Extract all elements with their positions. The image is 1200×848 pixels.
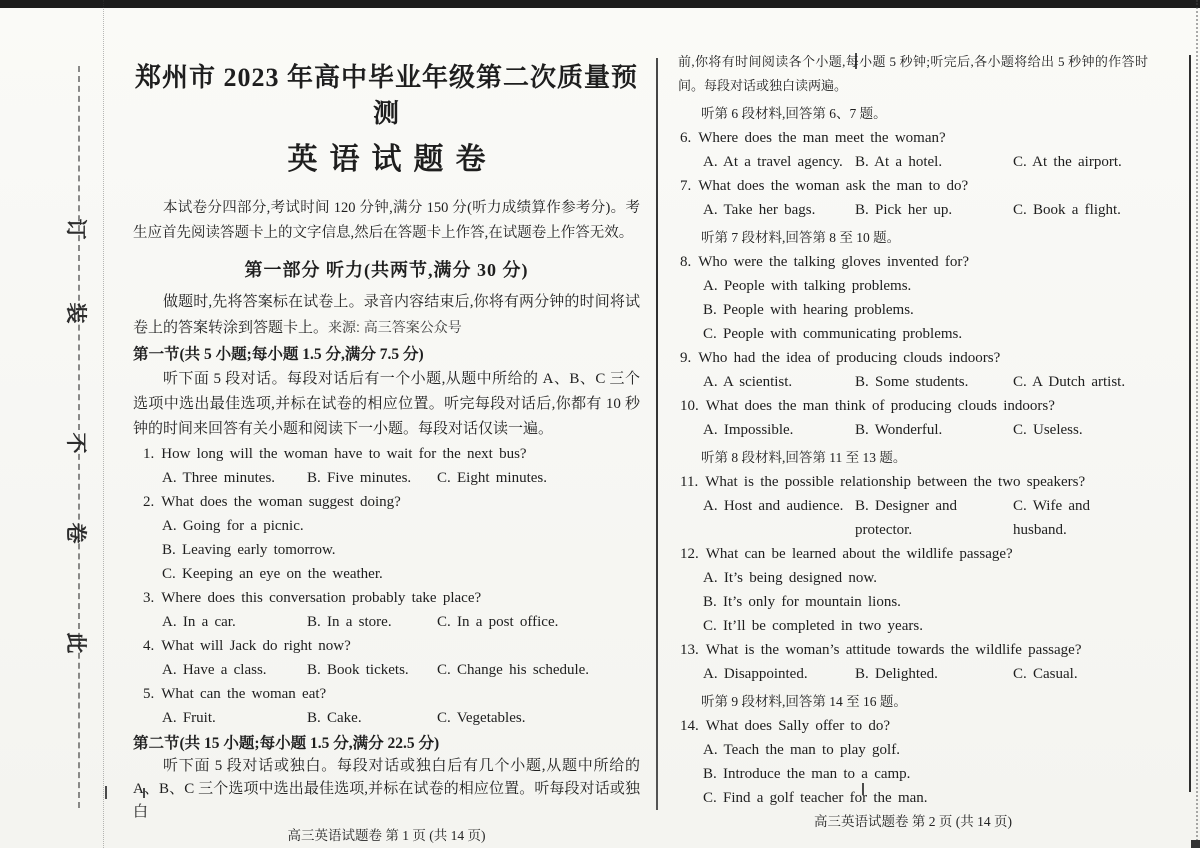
question-text: What is the woman’s attitude towards the wildlife passage?	[705, 642, 1082, 658]
option-a: A. Take her bags.	[703, 202, 816, 218]
option-c: C. Keeping an eye on the weather.	[162, 566, 383, 582]
option-a: A. Have a class.	[162, 662, 267, 678]
exam-page-2	[678, 0, 1148, 831]
question-item	[678, 346, 1148, 394]
question-text: Where does the man meet the woman?	[698, 130, 946, 146]
page-edge-dotted-line	[103, 0, 104, 848]
question-line	[678, 250, 1148, 274]
option-c: C. A Dutch artist.	[1013, 374, 1126, 390]
binding-char: 卷	[64, 522, 88, 544]
option-b: B. Delighted.	[855, 666, 938, 682]
option-row	[678, 494, 1148, 542]
option-a: A. Disappointed.	[703, 666, 808, 682]
option-a: A. Host and audience.	[703, 498, 844, 514]
part1-header: 第一部分 听力(共两节,满分 30 分)	[244, 260, 529, 280]
question-line	[678, 174, 1148, 198]
option-a: A. Impossible.	[703, 422, 794, 438]
paper-subtitle: 英语试题卷	[287, 143, 498, 176]
option-stack	[678, 274, 1148, 346]
page-right-edge-line	[1189, 55, 1191, 792]
question-line	[678, 126, 1148, 150]
question-item	[133, 634, 640, 682]
question-line	[678, 542, 1148, 566]
option-row	[133, 706, 640, 730]
question-text: Who were the talking gloves invented for?	[698, 254, 969, 270]
option-b: B. People with hearing problems.	[703, 302, 914, 318]
question-item	[678, 638, 1148, 686]
option-row	[678, 662, 1148, 686]
scan-artifact	[105, 786, 107, 799]
option-stack	[133, 514, 640, 586]
question-number: 7.	[680, 178, 692, 194]
question-item	[678, 714, 1148, 810]
question-number: 1.	[143, 446, 155, 462]
question-number: 4.	[143, 638, 155, 654]
question-line	[678, 714, 1148, 738]
option-b: B. Pick her up.	[855, 202, 953, 218]
question-text: What does Sally offer to do?	[705, 718, 891, 734]
question-item	[678, 250, 1148, 346]
question-line	[133, 682, 640, 706]
question-number: 5.	[143, 686, 155, 702]
question-text: Where does this conversation probably take place?	[161, 590, 482, 606]
source-watermark-text: 来源: 高三答案公众号	[328, 319, 462, 335]
option-row	[133, 466, 640, 490]
option-c: C. Vegetables.	[437, 710, 526, 726]
option-row	[133, 658, 640, 682]
option-c: C. Change his schedule.	[437, 662, 590, 678]
question-item	[678, 542, 1148, 638]
option-a: A. People with talking problems.	[703, 278, 912, 294]
option-c: C. It’ll be completed in two years.	[703, 618, 923, 634]
option-row	[133, 610, 640, 634]
option-b: B. Designer and protector.	[855, 498, 958, 538]
option-b: B. It’s only for mountain lions.	[703, 594, 901, 610]
question-text: What does the woman ask the man to do?	[698, 178, 969, 194]
question-line	[133, 442, 640, 466]
option-c: C. Book a flight.	[1013, 202, 1121, 218]
option-a: A. In a car.	[162, 614, 236, 630]
question-line	[678, 470, 1148, 494]
binding-char: 订	[64, 218, 88, 240]
option-a: A. It’s being designed now.	[703, 570, 878, 586]
option-c: C. Eight minutes.	[437, 470, 547, 486]
scan-right-edge	[1196, 0, 1198, 848]
question-item	[678, 394, 1148, 442]
question-number: 10.	[680, 398, 699, 414]
question-number: 2.	[143, 494, 155, 510]
option-stack	[678, 566, 1148, 638]
option-a: A. Three minutes.	[162, 470, 276, 486]
question-number: 11.	[680, 474, 699, 490]
material-cue-8: 听第 8 段材料,回答第 11 至 13 题。	[701, 450, 907, 465]
question-item	[678, 126, 1148, 174]
page1-footer: 高三英语试题卷 第 1 页 (共 14 页)	[287, 828, 486, 843]
question-number: 9.	[680, 350, 692, 366]
instruction-continuation: 前,你将有时间阅读各个小题,每小题 5 秒钟;听完后,各小题将给出 5 秒钟的作答时间。每段对话或独白读两遍。	[678, 54, 1148, 93]
option-row	[678, 418, 1148, 442]
option-b: B. At a hotel.	[855, 154, 943, 170]
question-number: 8.	[680, 254, 692, 270]
question-text: How long will the woman have to wait for the next bus?	[161, 446, 527, 462]
question-text: What will Jack do right now?	[161, 638, 351, 654]
section1-header: 第一节(共 5 小题;每小题 1.5 分,满分 7.5 分)	[133, 346, 424, 363]
option-b: B. Introduce the man to a camp.	[703, 766, 911, 782]
section1-instruction: 听下面 5 段对话。每段对话后有一个小题,从题中所给的 A、B、C 三个选项中选出最佳选项,并标在试卷的相应位置。听完每段对话后,你都有 10 秒钟的时间来回答有关小题和阅读下一小题。每段对话仅读一遍。	[133, 371, 640, 437]
section2-instruction: 听下面 5 段对话或独白。每段对话或独白后有几个小题,从题中所给的 A、B、C 三个选项中选出最佳选项,并标在试卷的相应位置。听每段对话或独白	[133, 758, 640, 820]
binding-char: 装	[64, 302, 88, 324]
question-number: 12.	[680, 546, 699, 562]
listening-note-paragraph	[133, 290, 640, 341]
option-row	[678, 150, 1148, 174]
option-c: C. People with communicating problems.	[703, 326, 963, 342]
option-c: C. Casual.	[1013, 666, 1078, 682]
page-title: 郑州市 2023 年高中毕业年级第二次质量预测	[134, 63, 638, 128]
question-text: What can the woman eat?	[161, 686, 327, 702]
option-c: C. In a post office.	[437, 614, 559, 630]
question-number: 3.	[143, 590, 155, 606]
option-b: B. Wonderful.	[855, 422, 943, 438]
option-b: B. Cake.	[307, 710, 362, 726]
question-text: What does the man think of producing clouds indoors?	[705, 398, 1055, 414]
question-item	[133, 586, 640, 634]
material-cue-7: 听第 7 段材料,回答第 8 至 10 题。	[701, 230, 901, 245]
option-c: C. Wife and husband.	[1013, 498, 1091, 538]
section2-header: 第二节(共 15 小题;每小题 1.5 分,满分 22.5 分)	[133, 735, 440, 752]
option-a: A. A scientist.	[703, 374, 793, 390]
page-fold-line	[656, 58, 658, 810]
exam-intro-paragraph: 本试卷分四部分,考试时间 120 分钟,满分 150 分(听力成绩算作参考分)。考生应首先阅读答题卡上的文字信息,然后在答题卡上作答,在试题卷上作答无效。	[133, 200, 640, 241]
option-a: A. Fruit.	[162, 710, 216, 726]
option-c: C. At the airport.	[1013, 154, 1122, 170]
option-a: A. Going for a picnic.	[162, 518, 304, 534]
material-cue-9: 听第 9 段材料,回答第 14 至 16 题。	[701, 694, 907, 709]
question-text: Who had the idea of producing clouds indoors?	[698, 350, 1001, 366]
page2-footer: 高三英语试题卷 第 2 页 (共 14 页)	[814, 814, 1012, 829]
option-b: B. In a store.	[307, 614, 392, 630]
option-b: B. Some students.	[855, 374, 969, 390]
option-a: A. Teach the man to play golf.	[703, 742, 900, 758]
question-line	[678, 394, 1148, 418]
question-line	[678, 638, 1148, 662]
question-number: 14.	[680, 718, 699, 734]
option-c: C. Find a golf teacher for the man.	[703, 790, 928, 806]
question-number: 6.	[680, 130, 692, 146]
option-b: B. Book tickets.	[307, 662, 409, 678]
material-cue-6: 听第 6 段材料,回答第 6、7 题。	[701, 106, 887, 121]
option-row	[678, 198, 1148, 222]
question-line	[678, 346, 1148, 370]
binding-char: 不	[64, 432, 88, 454]
question-text: What can be learned about the wildlife passage?	[705, 546, 1013, 562]
question-item	[678, 470, 1148, 542]
question-line	[133, 634, 640, 658]
question-item	[133, 490, 640, 586]
question-text: What is the possible relationship between the two speakers?	[705, 474, 1086, 490]
option-row	[678, 370, 1148, 394]
question-item	[678, 174, 1148, 222]
binding-char: 此	[64, 632, 88, 654]
exam-page-1	[133, 0, 640, 845]
option-c: C. Useless.	[1013, 422, 1083, 438]
question-item	[133, 442, 640, 490]
question-text: What does the woman suggest doing?	[161, 494, 401, 510]
scan-artifact	[1191, 840, 1200, 848]
question-line	[133, 490, 640, 514]
option-a: A. At a travel agency.	[703, 154, 843, 170]
listening-note-text: 做题时,先将答案标在试卷上。录音内容结束后,你将有两分钟的时间将试卷上的答案转涂到答题卡上。	[133, 294, 640, 336]
question-item	[133, 682, 640, 730]
question-line	[133, 586, 640, 610]
option-stack	[678, 738, 1148, 810]
option-b: B. Leaving early tomorrow.	[162, 542, 336, 558]
option-b: B. Five minutes.	[307, 470, 412, 486]
question-number: 13.	[680, 642, 699, 658]
